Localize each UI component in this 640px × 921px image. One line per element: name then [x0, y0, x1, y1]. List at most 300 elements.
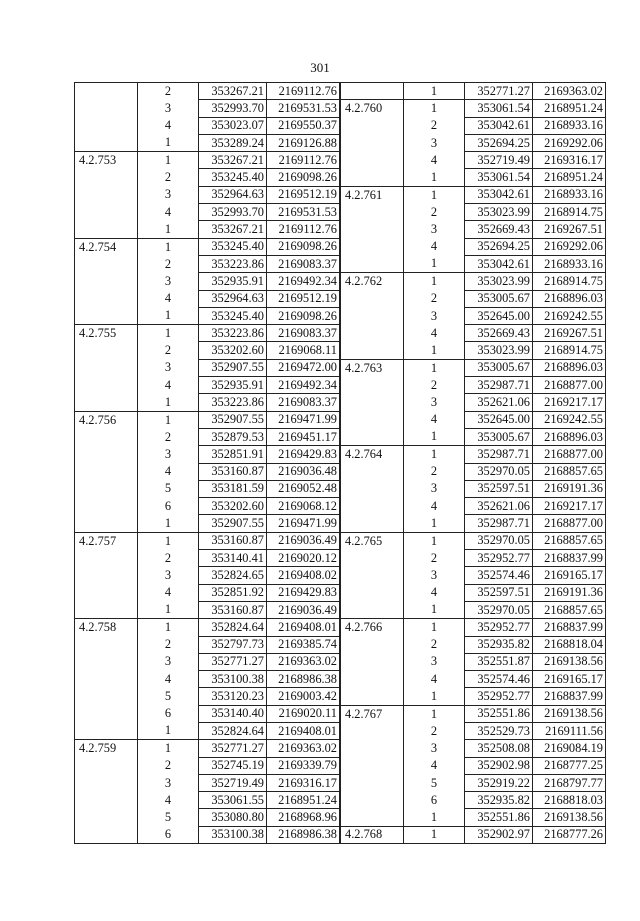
- point-number-cell: 5: [404, 774, 465, 791]
- table-row: [341, 671, 606, 688]
- section-number-cell: [75, 169, 138, 186]
- table-row: [341, 117, 606, 134]
- x-coordinate-cell: 353223.86: [199, 394, 267, 411]
- section-number-cell: [75, 722, 138, 739]
- table-row: [341, 601, 606, 618]
- x-coordinate-cell: 352824.64: [199, 722, 267, 739]
- table-row: [75, 722, 340, 739]
- table-row: [75, 480, 340, 497]
- table-row: [341, 757, 606, 774]
- table-row: [75, 601, 340, 618]
- table-row: [341, 238, 606, 255]
- table-row: [75, 169, 340, 186]
- x-coordinate-cell: 352987.71: [465, 515, 533, 532]
- point-number-cell: 1: [404, 809, 465, 826]
- section-number-cell: [341, 342, 404, 359]
- point-number-cell: 3: [138, 653, 199, 670]
- section-number-cell: [75, 671, 138, 688]
- point-number-cell: 1: [404, 428, 465, 445]
- section-number-cell: [341, 757, 404, 774]
- table-row: [75, 792, 340, 809]
- y-coordinate-cell: 2169138.56: [533, 809, 606, 826]
- x-coordinate-cell: 352797.73: [199, 636, 267, 653]
- x-coordinate-cell: 352987.71: [465, 446, 533, 463]
- point-number-cell: 2: [138, 757, 199, 774]
- point-number-cell: 1: [404, 273, 465, 290]
- section-number-cell: 4.2.760: [341, 100, 404, 117]
- y-coordinate-cell: 2169112.76: [267, 221, 340, 238]
- table-row: [75, 359, 340, 376]
- section-number-cell: [341, 204, 404, 221]
- table-row: [341, 411, 606, 428]
- x-coordinate-cell: 352719.49: [465, 152, 533, 169]
- section-number-cell: [75, 221, 138, 238]
- section-number-cell: [341, 515, 404, 532]
- x-coordinate-cell: 352824.65: [199, 567, 267, 584]
- y-coordinate-cell: 2168818.04: [533, 636, 606, 653]
- y-coordinate-cell: 2169429.83: [267, 446, 340, 463]
- point-number-cell: 3: [404, 394, 465, 411]
- x-coordinate-cell: 352669.43: [465, 221, 533, 238]
- point-number-cell: 2: [138, 255, 199, 272]
- point-number-cell: 2: [138, 636, 199, 653]
- x-coordinate-cell: 352970.05: [465, 463, 533, 480]
- table-row: [341, 722, 606, 739]
- x-coordinate-cell: 353223.86: [199, 325, 267, 342]
- x-coordinate-cell: 352597.51: [465, 584, 533, 601]
- point-number-cell: 1: [138, 515, 199, 532]
- y-coordinate-cell: 2169138.56: [533, 705, 606, 722]
- section-number-cell: [75, 394, 138, 411]
- table-row: [75, 117, 340, 134]
- point-number-cell: 1: [404, 342, 465, 359]
- table-row: [341, 515, 606, 532]
- section-number-cell: [75, 359, 138, 376]
- table-row: [341, 204, 606, 221]
- table-row: [341, 636, 606, 653]
- section-number-cell: [341, 307, 404, 324]
- table-row: [75, 221, 340, 238]
- table-row: [75, 307, 340, 324]
- point-number-cell: 3: [138, 186, 199, 203]
- point-number-cell: 5: [138, 480, 199, 497]
- x-coordinate-cell: 353042.61: [465, 255, 533, 272]
- y-coordinate-cell: 2169111.56: [533, 722, 606, 739]
- section-number-cell: [341, 480, 404, 497]
- table-row: [75, 100, 340, 117]
- table-row: [341, 273, 606, 290]
- point-number-cell: 3: [404, 221, 465, 238]
- table-row: [75, 325, 340, 342]
- y-coordinate-cell: 2169451.17: [267, 428, 340, 445]
- point-number-cell: 5: [138, 688, 199, 705]
- y-coordinate-cell: 2168837.99: [533, 550, 606, 567]
- table-row: [341, 480, 606, 497]
- point-number-cell: 2: [138, 550, 199, 567]
- section-number-cell: [341, 169, 404, 186]
- table-row: [75, 636, 340, 653]
- y-coordinate-cell: 2168837.99: [533, 688, 606, 705]
- point-number-cell: 2: [138, 342, 199, 359]
- section-number-cell: [75, 774, 138, 791]
- section-number-cell: [75, 428, 138, 445]
- section-number-cell: 4.2.753: [75, 152, 138, 169]
- table-row: [75, 377, 340, 394]
- y-coordinate-cell: 2168857.65: [533, 532, 606, 549]
- table-row: [341, 152, 606, 169]
- point-number-cell: 1: [138, 411, 199, 428]
- y-coordinate-cell: 2169112.76: [267, 152, 340, 169]
- section-number-cell: [75, 100, 138, 117]
- x-coordinate-cell: 353023.07: [199, 117, 267, 134]
- x-coordinate-cell: 353267.21: [199, 83, 267, 100]
- y-coordinate-cell: 2168914.75: [533, 342, 606, 359]
- y-coordinate-cell: 2169020.12: [267, 550, 340, 567]
- table-row: [75, 152, 340, 169]
- table-row: [75, 273, 340, 290]
- x-coordinate-cell: 352964.63: [199, 186, 267, 203]
- section-number-cell: 4.2.759: [75, 740, 138, 757]
- point-number-cell: 4: [138, 117, 199, 134]
- section-number-cell: [341, 498, 404, 515]
- x-coordinate-cell: 352935.91: [199, 377, 267, 394]
- table-row: [341, 740, 606, 757]
- y-coordinate-cell: 2169471.99: [267, 411, 340, 428]
- y-coordinate-cell: 2168857.65: [533, 601, 606, 618]
- section-number-cell: [75, 255, 138, 272]
- x-coordinate-cell: 352597.51: [465, 480, 533, 497]
- y-coordinate-cell: 2169492.34: [267, 377, 340, 394]
- table-row: [75, 826, 340, 843]
- y-coordinate-cell: 2169429.83: [267, 584, 340, 601]
- section-number-cell: [75, 186, 138, 203]
- table-row: [75, 394, 340, 411]
- y-coordinate-cell: 2168933.16: [533, 255, 606, 272]
- y-coordinate-cell: 2168968.96: [267, 809, 340, 826]
- section-number-cell: [341, 584, 404, 601]
- section-number-cell: [75, 83, 138, 100]
- y-coordinate-cell: 2169191.36: [533, 584, 606, 601]
- x-coordinate-cell: 352993.70: [199, 100, 267, 117]
- table-row: [341, 255, 606, 272]
- section-number-cell: [341, 567, 404, 584]
- section-number-cell: 4.2.754: [75, 238, 138, 255]
- x-coordinate-cell: 353245.40: [199, 238, 267, 255]
- table-row: [341, 532, 606, 549]
- x-coordinate-cell: 353289.24: [199, 134, 267, 151]
- table-row: [75, 411, 340, 428]
- table-row: [75, 515, 340, 532]
- point-number-cell: 2: [404, 377, 465, 394]
- point-number-cell: 6: [138, 826, 199, 843]
- table-row: [341, 584, 606, 601]
- point-number-cell: 2: [404, 204, 465, 221]
- x-coordinate-cell: 353005.67: [465, 428, 533, 445]
- x-coordinate-cell: 352935.91: [199, 273, 267, 290]
- table-row: [75, 774, 340, 791]
- x-coordinate-cell: 352907.55: [199, 359, 267, 376]
- table-row: [341, 428, 606, 445]
- section-number-cell: [341, 740, 404, 757]
- point-number-cell: 1: [138, 134, 199, 151]
- point-number-cell: 1: [138, 619, 199, 636]
- x-coordinate-cell: 353023.99: [465, 342, 533, 359]
- x-coordinate-cell: 352902.97: [465, 826, 533, 843]
- table-row: [75, 238, 340, 255]
- x-coordinate-cell: 353140.41: [199, 550, 267, 567]
- section-number-cell: [341, 325, 404, 342]
- y-coordinate-cell: 2169408.02: [267, 567, 340, 584]
- table-row: [341, 619, 606, 636]
- section-number-cell: [341, 411, 404, 428]
- x-coordinate-cell: 352964.63: [199, 290, 267, 307]
- point-number-cell: 4: [404, 498, 465, 515]
- x-coordinate-cell: 353267.21: [199, 221, 267, 238]
- table-row: [75, 342, 340, 359]
- y-coordinate-cell: 2169083.37: [267, 325, 340, 342]
- y-coordinate-cell: 2169138.56: [533, 653, 606, 670]
- table-row: [75, 255, 340, 272]
- table-row: [75, 446, 340, 463]
- x-coordinate-cell: 352907.55: [199, 515, 267, 532]
- x-coordinate-cell: 353042.61: [465, 186, 533, 203]
- section-number-cell: [75, 809, 138, 826]
- section-number-cell: [75, 117, 138, 134]
- point-number-cell: 4: [138, 204, 199, 221]
- y-coordinate-cell: 2168837.99: [533, 619, 606, 636]
- table-row: [75, 809, 340, 826]
- table-row: [75, 757, 340, 774]
- y-coordinate-cell: 2169217.17: [533, 394, 606, 411]
- y-coordinate-cell: 2169385.74: [267, 636, 340, 653]
- y-coordinate-cell: 2169292.06: [533, 238, 606, 255]
- table-row: [75, 688, 340, 705]
- section-number-cell: [341, 636, 404, 653]
- section-number-cell: [75, 550, 138, 567]
- y-coordinate-cell: 2169083.37: [267, 255, 340, 272]
- point-number-cell: 4: [138, 463, 199, 480]
- x-coordinate-cell: 352771.27: [465, 83, 533, 100]
- point-number-cell: 1: [404, 532, 465, 549]
- section-number-cell: [75, 515, 138, 532]
- point-number-cell: 1: [138, 325, 199, 342]
- y-coordinate-cell: 2169550.37: [267, 117, 340, 134]
- x-coordinate-cell: 352621.06: [465, 394, 533, 411]
- y-coordinate-cell: 2169339.79: [267, 757, 340, 774]
- y-coordinate-cell: 2169165.17: [533, 671, 606, 688]
- point-number-cell: 3: [404, 307, 465, 324]
- y-coordinate-cell: 2168914.75: [533, 204, 606, 221]
- y-coordinate-cell: 2169363.02: [267, 740, 340, 757]
- section-number-cell: [341, 774, 404, 791]
- section-number-cell: 4.2.764: [341, 446, 404, 463]
- table-row: [341, 688, 606, 705]
- x-coordinate-cell: 352907.55: [199, 411, 267, 428]
- y-coordinate-cell: 2169408.01: [267, 619, 340, 636]
- point-number-cell: 2: [138, 83, 199, 100]
- table-row: [341, 792, 606, 809]
- x-coordinate-cell: 353005.67: [465, 359, 533, 376]
- x-coordinate-cell: 352919.22: [465, 774, 533, 791]
- x-coordinate-cell: 352879.53: [199, 428, 267, 445]
- table-row: [341, 100, 606, 117]
- point-number-cell: 4: [404, 584, 465, 601]
- x-coordinate-cell: 352621.06: [465, 498, 533, 515]
- y-coordinate-cell: 2168818.03: [533, 792, 606, 809]
- y-coordinate-cell: 2169036.49: [267, 532, 340, 549]
- y-coordinate-cell: 2169112.76: [267, 83, 340, 100]
- section-number-cell: [75, 446, 138, 463]
- section-number-cell: [341, 463, 404, 480]
- table-row: [341, 705, 606, 722]
- section-number-cell: [75, 792, 138, 809]
- x-coordinate-cell: 352574.46: [465, 671, 533, 688]
- point-number-cell: 6: [404, 792, 465, 809]
- y-coordinate-cell: 2169267.51: [533, 325, 606, 342]
- table-row: [341, 134, 606, 151]
- table-row: [341, 653, 606, 670]
- y-coordinate-cell: 2169126.88: [267, 134, 340, 151]
- y-coordinate-cell: 2168951.24: [533, 169, 606, 186]
- section-number-cell: 4.2.756: [75, 411, 138, 428]
- point-number-cell: 3: [404, 134, 465, 151]
- x-coordinate-cell: 353160.87: [199, 601, 267, 618]
- point-number-cell: 3: [138, 567, 199, 584]
- section-number-cell: [75, 377, 138, 394]
- x-coordinate-cell: 353080.80: [199, 809, 267, 826]
- point-number-cell: 4: [138, 584, 199, 601]
- y-coordinate-cell: 2169036.48: [267, 463, 340, 480]
- section-number-cell: [341, 83, 404, 100]
- section-number-cell: [341, 428, 404, 445]
- point-number-cell: 1: [138, 238, 199, 255]
- table-row: [341, 342, 606, 359]
- point-number-cell: 1: [138, 307, 199, 324]
- section-number-cell: [75, 757, 138, 774]
- x-coordinate-cell: 353223.86: [199, 255, 267, 272]
- x-coordinate-cell: 352669.43: [465, 325, 533, 342]
- y-coordinate-cell: 2169512.19: [267, 290, 340, 307]
- y-coordinate-cell: 2168797.77: [533, 774, 606, 791]
- point-number-cell: 2: [404, 117, 465, 134]
- section-number-cell: [75, 273, 138, 290]
- point-number-cell: 2: [404, 722, 465, 739]
- point-number-cell: 3: [138, 359, 199, 376]
- table-row: [75, 550, 340, 567]
- x-coordinate-cell: 353023.99: [465, 204, 533, 221]
- point-number-cell: 1: [404, 619, 465, 636]
- table-row: [75, 204, 340, 221]
- point-number-cell: 1: [404, 169, 465, 186]
- section-number-cell: [341, 601, 404, 618]
- point-number-cell: 1: [138, 740, 199, 757]
- y-coordinate-cell: 2168951.24: [267, 792, 340, 809]
- section-number-cell: [75, 307, 138, 324]
- x-coordinate-cell: 352508.08: [465, 740, 533, 757]
- section-number-cell: 4.2.758: [75, 619, 138, 636]
- section-number-cell: 4.2.762: [341, 273, 404, 290]
- y-coordinate-cell: 2169068.12: [267, 498, 340, 515]
- point-number-cell: 3: [138, 273, 199, 290]
- table-row: [341, 826, 606, 843]
- table-row: [75, 584, 340, 601]
- y-coordinate-cell: 2169512.19: [267, 186, 340, 203]
- table-row: [341, 498, 606, 515]
- x-coordinate-cell: 352970.05: [465, 532, 533, 549]
- y-coordinate-cell: 2169408.01: [267, 722, 340, 739]
- section-number-cell: 4.2.766: [341, 619, 404, 636]
- y-coordinate-cell: 2169003.42: [267, 688, 340, 705]
- x-coordinate-cell: 352935.82: [465, 792, 533, 809]
- x-coordinate-cell: 352851.92: [199, 584, 267, 601]
- x-coordinate-cell: 352694.25: [465, 238, 533, 255]
- point-number-cell: 1: [404, 255, 465, 272]
- section-number-cell: 4.2.767: [341, 705, 404, 722]
- point-number-cell: 2: [404, 550, 465, 567]
- y-coordinate-cell: 2169098.26: [267, 307, 340, 324]
- point-number-cell: 3: [138, 446, 199, 463]
- point-number-cell: 1: [138, 152, 199, 169]
- y-coordinate-cell: 2169217.17: [533, 498, 606, 515]
- y-coordinate-cell: 2169098.26: [267, 238, 340, 255]
- table-row: [75, 532, 340, 549]
- point-number-cell: 1: [138, 394, 199, 411]
- section-number-cell: [341, 134, 404, 151]
- y-coordinate-cell: 2169316.17: [267, 774, 340, 791]
- y-coordinate-cell: 2168896.03: [533, 428, 606, 445]
- x-coordinate-cell: 352694.25: [465, 134, 533, 151]
- y-coordinate-cell: 2169363.02: [267, 653, 340, 670]
- section-number-cell: [341, 221, 404, 238]
- section-number-cell: [75, 204, 138, 221]
- x-coordinate-cell: 352529.73: [465, 722, 533, 739]
- y-coordinate-cell: 2169492.34: [267, 273, 340, 290]
- point-number-cell: 5: [138, 809, 199, 826]
- section-number-cell: 4.2.765: [341, 532, 404, 549]
- x-coordinate-cell: 353061.54: [465, 169, 533, 186]
- section-number-cell: [75, 134, 138, 151]
- x-coordinate-cell: 352771.27: [199, 653, 267, 670]
- point-number-cell: 2: [404, 636, 465, 653]
- y-coordinate-cell: 2168933.16: [533, 117, 606, 134]
- point-number-cell: 3: [404, 653, 465, 670]
- x-coordinate-cell: 353267.21: [199, 152, 267, 169]
- point-number-cell: 6: [138, 498, 199, 515]
- y-coordinate-cell: 2169068.11: [267, 342, 340, 359]
- x-coordinate-cell: 352987.71: [465, 377, 533, 394]
- point-number-cell: 1: [404, 705, 465, 722]
- x-coordinate-cell: 352952.77: [465, 688, 533, 705]
- section-number-cell: [75, 636, 138, 653]
- point-number-cell: 4: [404, 325, 465, 342]
- table-row: [341, 463, 606, 480]
- y-coordinate-cell: 2169472.00: [267, 359, 340, 376]
- x-coordinate-cell: 352851.91: [199, 446, 267, 463]
- x-coordinate-cell: 352645.00: [465, 411, 533, 428]
- section-number-cell: [341, 671, 404, 688]
- x-coordinate-cell: 353202.60: [199, 498, 267, 515]
- y-coordinate-cell: 2169084.19: [533, 740, 606, 757]
- point-number-cell: 4: [404, 757, 465, 774]
- table-row: [75, 83, 340, 100]
- y-coordinate-cell: 2168896.03: [533, 359, 606, 376]
- x-coordinate-cell: 353100.38: [199, 671, 267, 688]
- section-number-cell: [341, 688, 404, 705]
- point-number-cell: 3: [404, 567, 465, 584]
- table-row: [341, 550, 606, 567]
- x-coordinate-cell: 352902.98: [465, 757, 533, 774]
- point-number-cell: 1: [404, 688, 465, 705]
